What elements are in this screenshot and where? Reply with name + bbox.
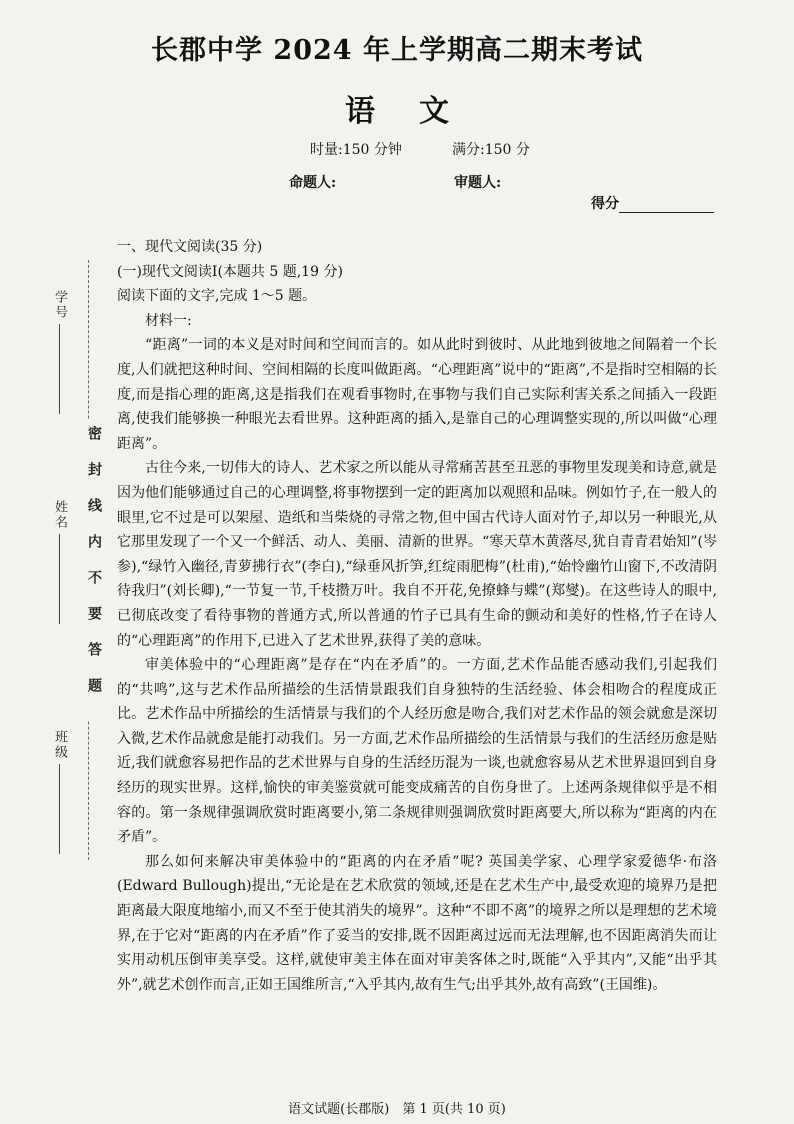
reviewer-label: 审题人: xyxy=(454,175,502,191)
binding-strip xyxy=(0,0,102,1124)
paragraph-2: 古往今来,一切伟大的诗人、艺术家之所以能从寻常痛苦甚至丑恶的事物里发现美和诗意,就是因为他们能够通过自己的心理调整,将事物摆到一定的距离加以观照和品味。例如竹子,在一般人的眼里,它不过是可以架屋、造纸和当柴烧的寻常之物,但中国古代诗人面对竹子,却以另一种眼光,从它那里发现了一个又一个鲜活、动人、美丽、清新的世界。“寒天草木黄落尽,犹自青青君始知”(岑参),“绿竹入幽径,青萝拂行衣”(李白),“绿垂风折笋,红绽雨肥梅”(杜甫),“始怜幽竹山窗下,不改清阴待我归”(刘长卿),“一节复一节,千枝攒万叶。我自不开花,免撩蜂与蝶”(郑燮)。在这些诗人的眼中,已彻底改变了看待事物的普通方式,所以普通的竹子已具有生命的颤动和美好的性格,竹子在诗人的“心理距离”的作用下,已进入了艺术世界,获得了美的意味。 xyxy=(117,460,717,649)
exam-title: 长郡中学 2024 年上学期高二期末考试 xyxy=(151,35,643,66)
paragraph-1: “距离”一词的本义是对时间和空间而言的。如从此时到彼时、从此地到彼地之间隔着一个长度,人们就把这种时间、空间相隔的长度叫做距离。“心理距离”说中的“距离”,不是指时空相隔的长度,而是指心理的距离,这是指我们在观看事物时,在事物与我们自己实际利害关系之间插入一段距离,使我们能够换一种眼光去看世界。这种距离的插入,是靠自己的心理调整实现的,所以叫做“心理距离”。 xyxy=(117,337,717,452)
subject-title: 语文 xyxy=(345,94,493,129)
subsection-heading: (一)现代文阅读Ⅰ(本题共 5 题,19 分) xyxy=(117,263,343,280)
reading-passage xyxy=(117,235,717,997)
class-label: 班级 xyxy=(52,730,67,760)
paragraph-3: 审美体验中的“心理距离”是存在“内在矛盾”的。一方面,艺术作品能否感动我们,引起我们的“共鸣”,这与艺术作品所描绘的生活情景跟我们自身独特的生活经验、体会相吻合的程度成正比。艺术作品中所描绘的生活情景与我们的个人经历愈是吻合,我们对艺术作品的领会就愈是深切入微,艺术作品就愈是能打动我们。另一方面,艺术作品所描绘的生活情景与我们的生活经历愈是贴近,我们就愈容易把作品的艺术世界与自身的生活经历混为一谈,也就愈容易从艺术世界退回到自身经历的现实世界。这样,愉快的审美鉴赏就可能变成痛苦的自伤身世了。上述两条规律似乎是不相容的。第一条规律强调欣赏时距离要小,第二条规律则强调欣赏时距离要大,所以称为“距离的内在矛盾”。 xyxy=(117,657,717,846)
paragraph-4: 那么如何来解决审美体验中的“距离的内在矛盾”呢? 英国美学家、心理学家爱德华·布洛(Edward Bullough)提出,“无论是在艺术欣赏的领域,还是在艺术生产中,最受欢迎的境界乃是把距离最大限度地缩小,而又不至于使其消失的境界”。这种“不即不离”的境界之所以是理想的艺术境界,在于它对“距离的内在矛盾”作了妥当的安排,既不因距离过远而无法理解,也不因距离消失而让实用动机压倒审美享受。这样,就使审美主体在面对审美客体之时,既能“入乎其内”,又能“出乎其外”,就艺术创作而言,正如王国维所言,“入乎其内,故有生气;出乎其外,故有高致”(王国维)。 xyxy=(117,853,717,993)
seal-text: 密封线内不要答题 xyxy=(84,420,104,720)
number-field xyxy=(50,290,69,418)
full-score: 满分:150 分 xyxy=(452,142,530,158)
name-field xyxy=(50,500,69,628)
number-label: 学号 xyxy=(52,290,67,320)
instruction-text: 阅读下面的文字,完成 1～5 题。 xyxy=(117,288,317,305)
score-blank xyxy=(619,198,714,213)
name-label: 姓名 xyxy=(52,500,67,530)
page-footer: 语文试题(长郡版) 第 1 页(共 10 页) xyxy=(288,1102,506,1117)
time-limit: 时量:150 分钟 xyxy=(310,142,402,158)
score-field xyxy=(591,193,714,213)
setter-label: 命题人: xyxy=(289,175,337,191)
section-heading: 一、现代文阅读(35 分) xyxy=(117,239,263,255)
class-field xyxy=(50,730,69,858)
material-label: 材料一: xyxy=(145,312,192,329)
score-label: 得分 xyxy=(591,196,619,212)
